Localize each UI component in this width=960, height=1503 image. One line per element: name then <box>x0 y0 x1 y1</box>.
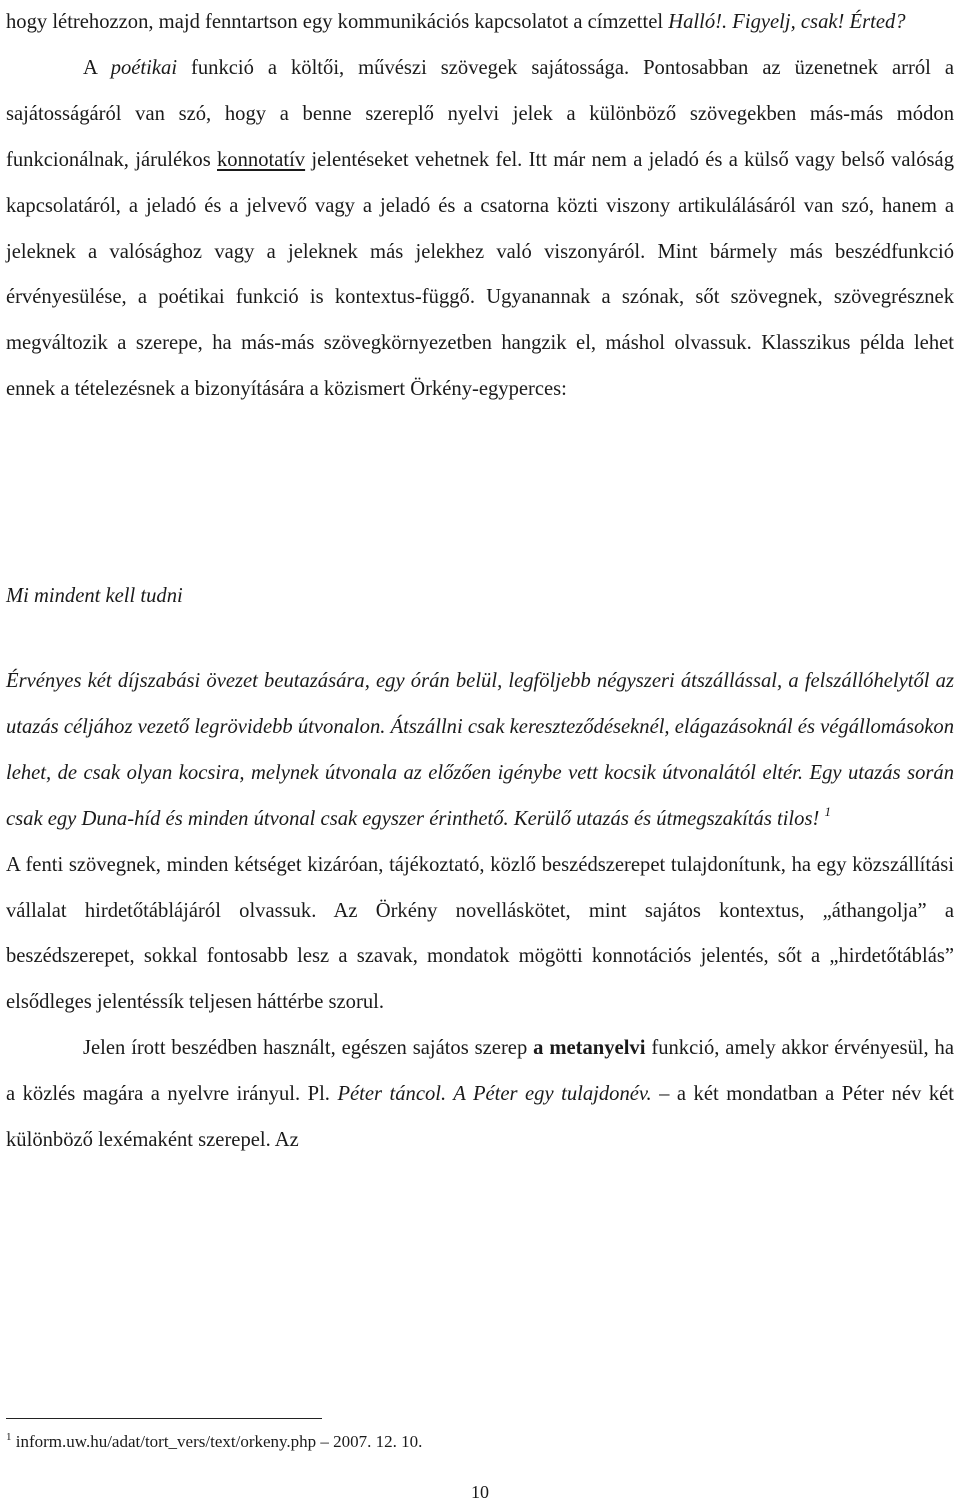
example-phrase: Halló!. Figyelj, csak! Érted? <box>668 11 906 33</box>
link-konnotativ[interactable]: konnotatív <box>217 148 306 171</box>
footnote <box>6 1432 422 1452</box>
footnote-text: inform.uw.hu/adat/tort_vers/text/orkeny.php – 2007. 12. 10. <box>11 1432 423 1451</box>
paragraph-poetic-function <box>6 46 954 413</box>
term-poetikai: poétikai <box>110 56 178 79</box>
text-run: Jelen írott beszédben használt, egészen sajátos szerep <box>83 1037 534 1060</box>
example-sentences: Péter táncol. A Péter egy tulajdonév. <box>337 1083 652 1106</box>
paragraph-after-story: A fenti szövegnek, minden kétséget kizáróan, tájékoztató, közlő beszédszerepet tulajdonítunk, ha egy közszállítási vállalat hirdetőtáblájáról olvassuk. Az Örkény novelláskötet, mint sajátos kontextus, „áthangolja” a beszédszerepet, sokkal fontosabb lesz a szavak, mondatok mögötti konnotációs jelentés, sőt a „hirdetőtáblás” elsődleges jelentéssík teljesen háttérbe szorul. <box>6 853 954 1014</box>
term-metanyelvi: a metanyelvi <box>533 1037 646 1060</box>
story-quote <box>6 659 954 843</box>
text-run: jelentéseket vehetnek fel. Itt már nem a jeladó és a külső vagy belső valóság kapcsolatáról, a jeladó és a jelvevő vagy a jeladó és a csatorna közti viszony artikulálásáról van szó, hanem a jeleknek a valósághoz vagy a jeleknek más jelekhez való viszonyáról. Mint bármely más beszédfunkció érvényesülése, a poétikai funkció is kontextus-függő. Ugyanannak a szónak, sőt szövegnek, szövegrésznek megváltozik a szerepe, ha más-más szövegkörnyezetben hangzik el, máshol olvassuk. Klasszikus példa lehet ennek a tételezésnek a bizonyítására a közismert Örkény-egyperces: <box>6 148 954 401</box>
footnote-separator <box>6 1418 322 1419</box>
footnote-reference[interactable]: 1 <box>824 803 831 819</box>
paragraph-continuation <box>6 0 954 46</box>
footnote-mark: 1 <box>6 1431 12 1443</box>
text-run: – a két mondatban a Péter név két különböző lexémaként szerepel. Az <box>6 1083 954 1152</box>
text-run: funkció a költői, művészi szövegek sajátossága. Pontosabban az üzenetnek arról a sajátosságáról van szó, hogy a benne szereplő nyelvi jelek a különböző szövegekben más-más módon funkcionálnak, járulékos <box>6 56 954 171</box>
text-run: funkció, amely akkor érvényesül, ha a közlés magára a nyelvre irányul. Pl. <box>6 1037 954 1106</box>
text-block-intro <box>6 0 954 413</box>
text-run: hogy létrehozzon, majd fenntartson egy kommunikációs kapcsolatot a címzettel <box>6 11 669 33</box>
paragraph-metalinguistic <box>6 1026 954 1164</box>
text-run: A <box>83 56 111 79</box>
text-block-story <box>6 659 954 1164</box>
story-title: Mi mindent kell tudni <box>6 585 183 607</box>
page-number: 10 <box>471 1482 489 1502</box>
story-text: Érvényes két díjszabási övezet beutazására, egy órán belül, legföljebb négyszeri átszállással, a felszállóhelytől az utazás céljához vezető legrövidebb útvonalon. Átszállni csak kereszteződéseknél, elágazásoknál és végállomásokon lehet, de csak olyan kocsira, melynek útvonala az előzően igénybe vett kocsik útvonalától eltér. Egy utazás során csak egy Duna-híd és minden útvonal csak egyszer érinthető. Kerülő utazás és útmegszakítás tilos! <box>6 670 954 830</box>
